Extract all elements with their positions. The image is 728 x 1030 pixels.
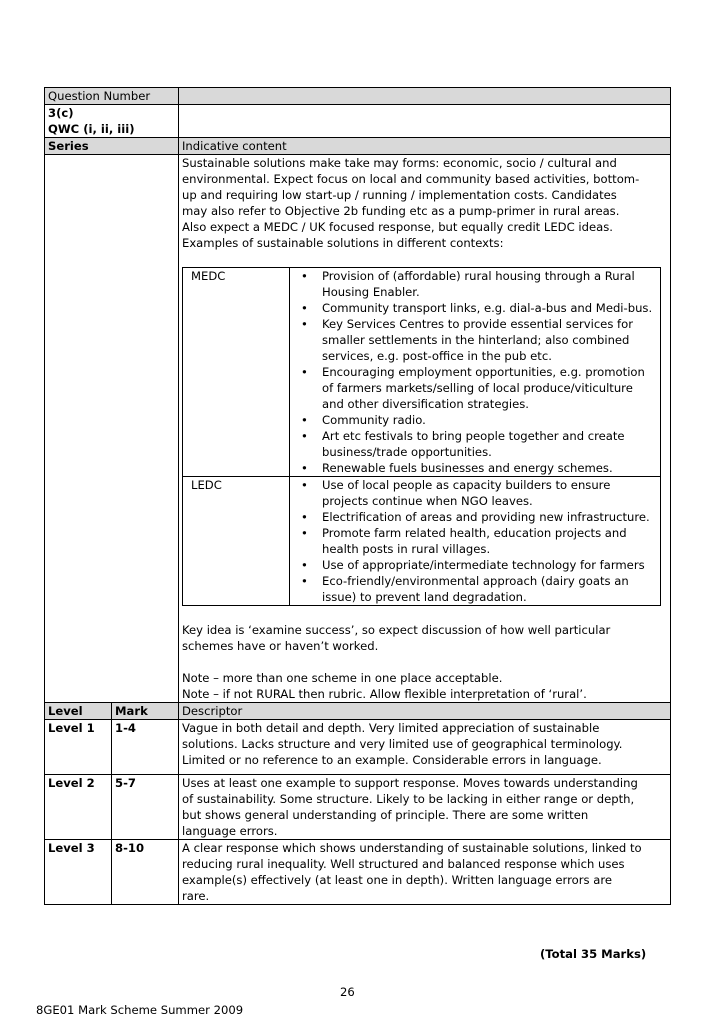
ledc-list-cell [290,477,661,606]
question-id-blank [179,105,671,138]
medc-item: • Encouraging employment opportunities, e.g. promotion of farmers markets/selling of local produce/viticulture and other diversification strategies. [322,364,656,412]
level-mark: 1-4 [112,720,179,775]
level-row [45,840,671,905]
descriptor-line: rare. [182,889,210,903]
key-idea-line: Key idea is ‘examine success’, so expect discussion of how well particular [182,623,611,637]
content-row [45,155,671,703]
ledc-list [290,477,660,605]
ledc-row [183,477,661,606]
mark-header: Mark [112,703,179,720]
ledc-item: • Use of appropriate/intermediate technology for farmers [322,557,656,573]
question-id-cell [45,105,179,138]
footer-text: 8GE01 Mark Scheme Summer 2009 [36,1003,244,1017]
qwc-label: QWC (i, ii, iii) [48,122,135,136]
ledc-item: • Promote farm related health, education projects and health posts in rural villages. [322,525,656,557]
question-number-blank [179,88,671,105]
medc-item: • Provision of (affordable) rural housing through a Rural Housing Enabler. [322,268,656,300]
intro-line: Examples of sustainable solutions in different contexts: [182,236,504,250]
medc-item: • Community radio. [322,412,656,428]
descriptor-line: A clear response which shows understanding of sustainable solutions, linked to [182,841,642,855]
descriptor-line: but shows general understanding of principle. There are some written [182,808,589,822]
question-id: 3(c) [48,106,74,120]
medc-label: MEDC [183,268,290,477]
indicative-content [179,155,671,703]
medc-list [290,268,660,476]
medc-item: • Key Services Centres to provide essential services for smaller settlements in the hinterland; also combined services, e.g. post-office in the pub etc. [322,316,656,364]
examples-table [182,267,661,606]
ledc-label: LEDC [183,477,290,606]
descriptor-line: example(s) effectively (at least one in depth). Written language errors are [182,873,612,887]
medc-item: • Art etc festivals to bring people together and create business/trade opportunities. [322,428,656,460]
content-blank [45,155,179,703]
descriptor-header: Descriptor [179,703,671,720]
total-marks: (Total 35 Marks) [540,947,647,961]
intro-line: may also refer to Objective 2b funding etc as a pump-primer in rural areas. [182,204,620,218]
question-number-label: Question Number [45,88,179,105]
intro-line: Also expect a MEDC / UK focused response, but equally credit LEDC ideas. [182,220,613,234]
descriptor-line: language errors. [182,824,278,838]
medc-row [183,268,661,477]
page-number: 26 [340,985,355,999]
levels-header-row [45,703,671,720]
medc-item: • Renewable fuels businesses and energy schemes. [322,460,656,476]
ledc-item: • Electrification of areas and providing new infrastructure. [322,509,656,525]
medc-list-cell [290,268,661,477]
level-mark: 5-7 [112,775,179,840]
level-header: Level [45,703,112,720]
level-name: Level 2 [45,775,112,840]
ledc-item: • Eco-friendly/environmental approach (dairy goats an issue) to prevent land degradation. [322,573,656,605]
descriptor-line: Uses at least one example to support response. Moves towards understanding [182,776,638,790]
level-descriptor [179,775,671,840]
intro-line: up and requiring low start-up / running / implementation costs. Candidates [182,188,617,202]
level-name: Level 3 [45,840,112,905]
level-row [45,775,671,840]
note-line: Note – if not RURAL then rubric. Allow flexible interpretation of ‘rural’. [182,687,587,701]
intro-line: environmental. Expect focus on local and community based activities, bottom- [182,172,640,186]
indicative-content-label: Indicative content [179,138,671,155]
note-line: Note – more than one scheme in one place acceptable. [182,671,503,685]
descriptor-line: Limited or no reference to an example. Considerable errors in language. [182,753,602,767]
key-idea-line: schemes have or haven’t worked. [182,639,379,653]
level-name: Level 1 [45,720,112,775]
series-label: Series [45,138,179,155]
medc-item: • Community transport links, e.g. dial-a-bus and Medi-bus. [322,300,656,316]
descriptor-line: Vague in both detail and depth. Very limited appreciation of sustainable [182,721,600,735]
question-id-row [45,105,671,138]
series-header-row [45,138,671,155]
descriptor-line: of sustainability. Some structure. Likely to be lacking in either range or depth, [182,792,635,806]
level-mark: 8-10 [112,840,179,905]
level-row [45,720,671,775]
level-descriptor [179,720,671,775]
intro-line: Sustainable solutions make take may forms: economic, socio / cultural and [182,156,617,170]
descriptor-line: solutions. Lacks structure and very limited use of geographical terminology. [182,737,623,751]
descriptor-line: reducing rural inequality. Well structured and balanced response which uses [182,857,625,871]
question-number-row [45,88,671,105]
level-descriptor [179,840,671,905]
ledc-item: • Use of local people as capacity builders to ensure projects continue when NGO leaves. [322,477,656,509]
mark-scheme-table [44,87,671,905]
